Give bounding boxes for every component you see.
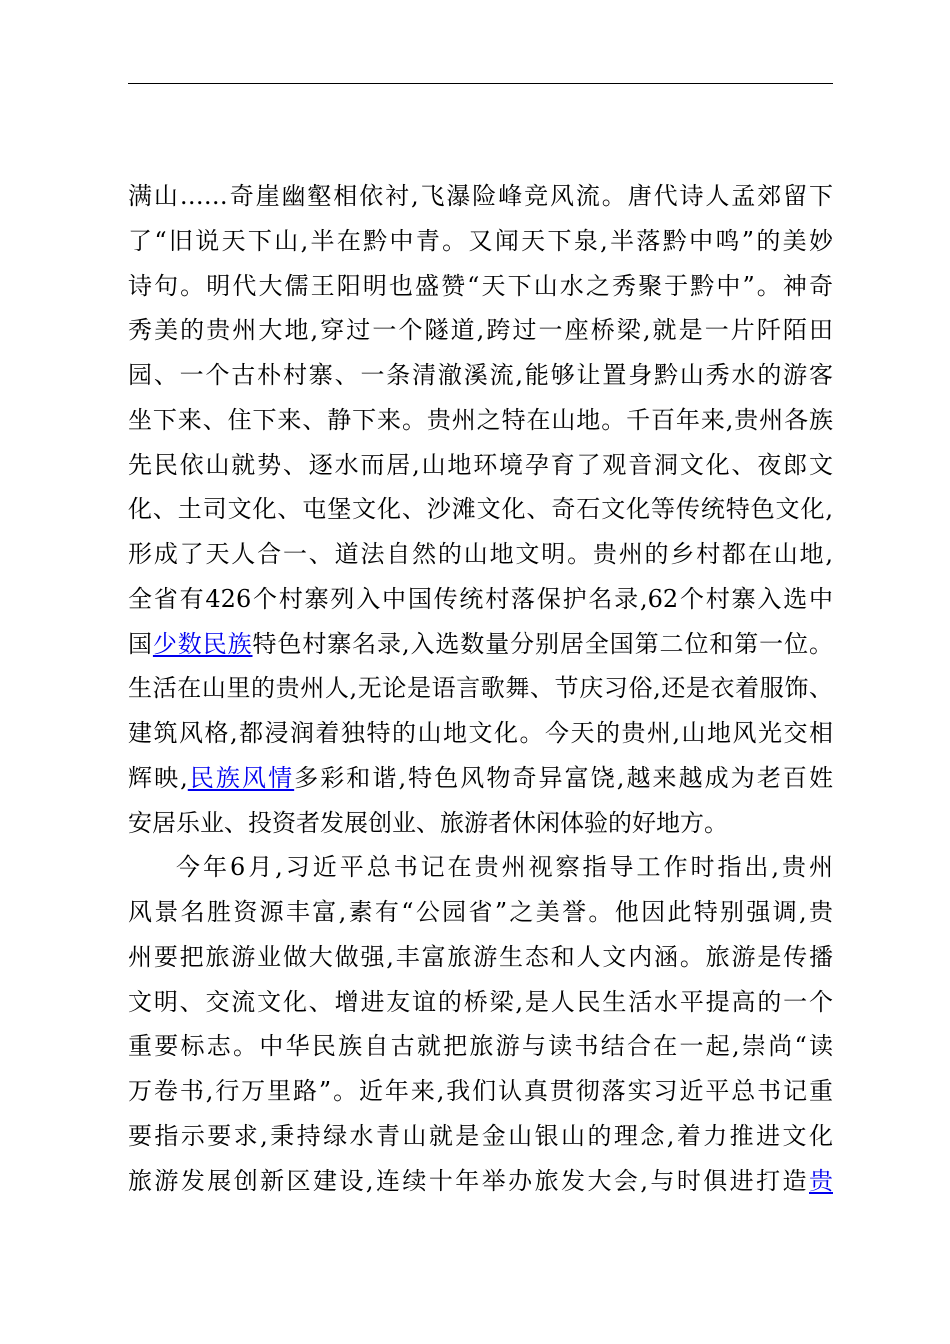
link-ethnic-customs[interactable]: 民族风情: [187, 763, 295, 792]
text-line: [128, 443, 833, 488]
line-text: 风景名胜资源丰富,素有“公园省”之美誉。他因此特别强调,贵: [128, 898, 833, 926]
line-text: 要指示要求,秉持绿水青山就是金山银山的理念,着力推进文化: [128, 1121, 833, 1150]
document-body: [128, 174, 838, 1203]
line-text: 旅游发展创新区建设,连续十年举办旅发大会,与时俱进打造: [128, 1166, 809, 1195]
text-line: [128, 756, 833, 801]
paragraph-2: [128, 845, 838, 1203]
paragraph-1: [128, 174, 838, 845]
line-text: 国: [128, 629, 153, 658]
line-text: 先民依山就势、逐水而居,山地环境孕育了观音洞文化、夜郎文: [128, 450, 833, 479]
line-text: 化、土司文化、屯堡文化、沙滩文化、奇石文化等传统特色文化,: [128, 495, 833, 524]
line-text: 万卷书,行万里路”。近年来,我们认真贯彻落实习近平总书记重: [128, 1077, 833, 1105]
text-line: [128, 1069, 833, 1114]
link-guizhou[interactable]: 贵: [809, 1166, 833, 1195]
text-line: [128, 666, 833, 711]
text-line: [128, 577, 833, 622]
text-line: [128, 622, 833, 667]
header-rule: [128, 83, 833, 84]
text-line: [128, 801, 838, 846]
line-text: 诗句。明代大儒王阳明也盛赞“天下山水之秀聚于黔中”。神奇: [128, 271, 833, 300]
text-line: [128, 398, 833, 443]
line-text: 坐下来、住下来、静下来。贵州之特在山地。千百年来,贵州各族: [128, 405, 833, 434]
text-line: [128, 711, 833, 756]
text-line: [128, 487, 833, 532]
text-line: [128, 532, 833, 577]
line-text: 建筑风格,都浸润着独特的山地文化。今天的贵州,山地风光交相: [128, 719, 833, 747]
text-line: [128, 264, 833, 309]
line-text: 全省有426个村寨列入中国传统村落保护名录,62个村寨入选中: [128, 584, 833, 613]
line-text: 秀美的贵州大地,穿过一个隧道,跨过一座桥梁,就是一片阡陌田: [128, 316, 833, 345]
line-text: 形成了天人合一、道法自然的山地文明。贵州的乡村都在山地,: [128, 540, 833, 568]
line-text: 了“旧说天下山,半在黔中青。又闻天下泉,半落黔中鸣”的美妙: [128, 226, 833, 255]
text-line: [128, 935, 833, 980]
text-line: [128, 219, 833, 264]
text-line: [128, 353, 833, 398]
text-line: [128, 174, 833, 219]
line-text: 园、一个古朴村寨、一条清澈溪流,能够让置身黔山秀水的游客: [128, 361, 833, 389]
text-line: [128, 980, 833, 1025]
text-line: [128, 1024, 833, 1069]
line-text: 文明、交流文化、增进友谊的桥梁,是人民生活水平提高的一个: [128, 987, 833, 1016]
text-line: [128, 1159, 833, 1204]
text-line: [128, 845, 833, 890]
text-line: [128, 890, 833, 935]
line-text: 特色村寨名录,入选数量分别居全国第二位和第一位。: [252, 629, 833, 658]
text-line: [128, 1114, 833, 1159]
line-text: 生活在山里的贵州人,无论是语言歌舞、节庆习俗,还是衣着服饰、: [128, 674, 833, 703]
line-text: 安居乐业、投资者发展创业、旅游者休闲体验的好地方。: [128, 808, 728, 837]
line-text: 重要标志。中华民族自古就把旅游与读书结合在一起,崇尚“读: [128, 1032, 833, 1061]
text-line: [128, 308, 833, 353]
link-ethnic-minorities[interactable]: 少数民族: [152, 629, 253, 658]
line-text: 州要把旅游业做大做强,丰富旅游生态和人文内涵。旅游是传播: [128, 942, 833, 971]
line-text: 多彩和谐,特色风物奇异富饶,越来越成为老百姓: [294, 763, 833, 792]
line-text: 满山……奇崖幽壑相依衬,飞瀑险峰竞风流。唐代诗人孟郊留下: [128, 182, 833, 210]
line-text: 今年6月,习近平总书记在贵州视察指导工作时指出,贵州: [176, 853, 833, 882]
line-text: 辉映,: [128, 763, 188, 792]
